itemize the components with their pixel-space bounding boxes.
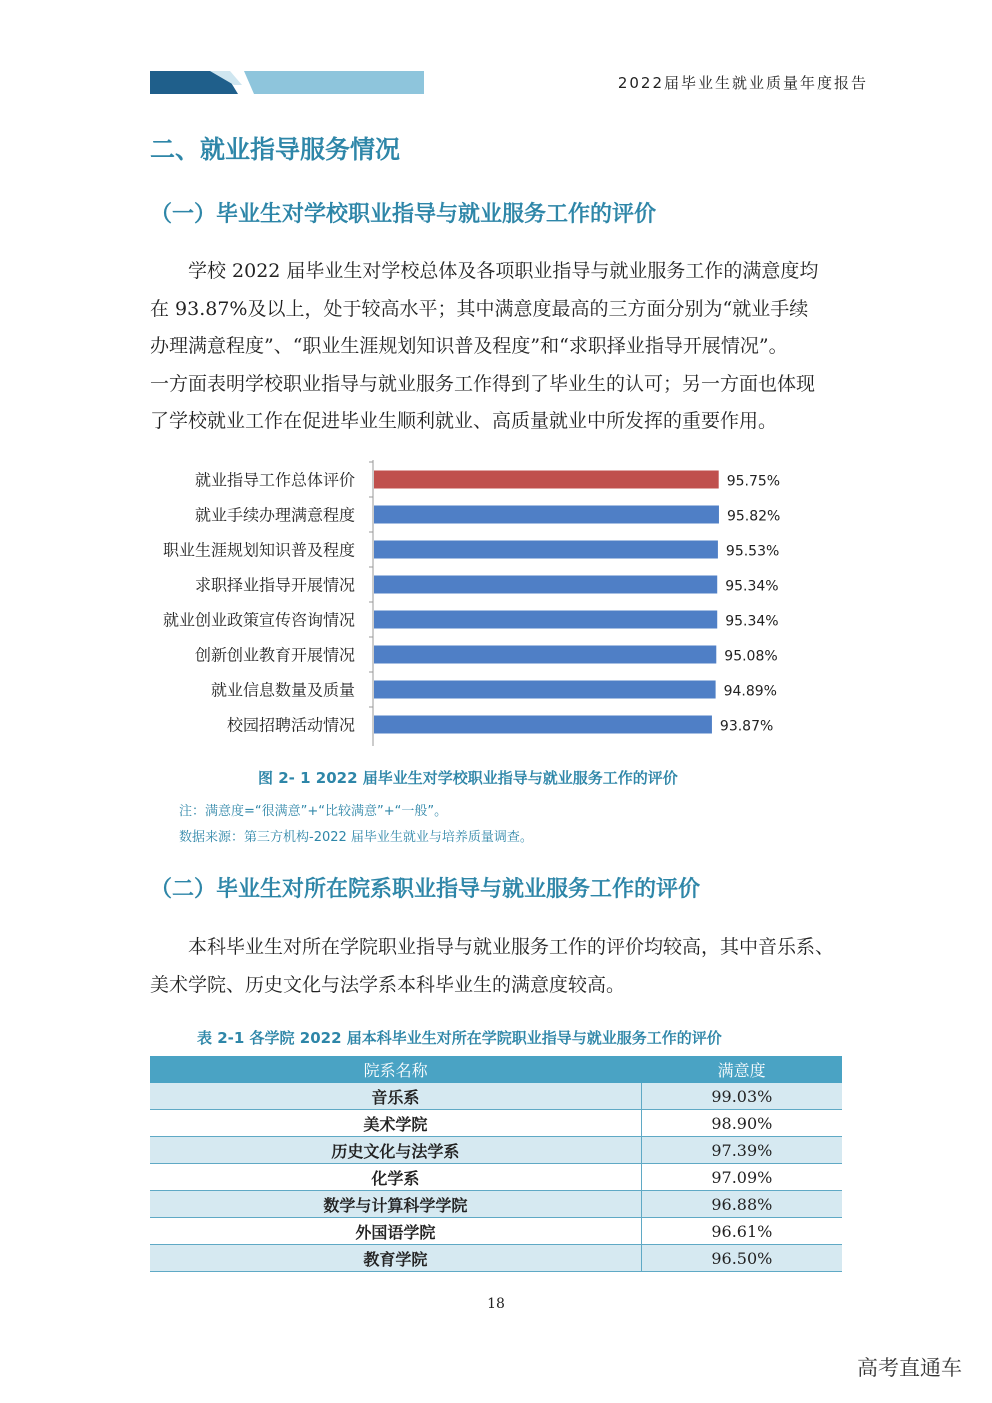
paragraph-line: 一方面表明学校职业指导与就业服务工作得到了毕业生的认可；另一方面也体现 xyxy=(150,372,816,395)
table-row xyxy=(150,1191,842,1218)
college-name-cell: 音乐系 xyxy=(150,1083,641,1110)
college-name-cell: 外国语学院 xyxy=(150,1218,641,1245)
bar xyxy=(374,506,719,524)
value-label: 95.75% xyxy=(726,473,781,490)
category-label: 求职择业指导开展情况 xyxy=(194,575,355,595)
paragraph-line: 美术学院、历史文化与法学系本科毕业生的满意度较高。 xyxy=(150,973,626,996)
college-name-cell: 教育学院 xyxy=(150,1245,641,1272)
college-name-cell: 化学系 xyxy=(150,1164,641,1191)
value-label: 95.53% xyxy=(725,543,780,560)
section-title: 二、就业指导服务情况 xyxy=(150,135,401,164)
category-label: 校园招聘活动情况 xyxy=(226,715,355,735)
bar xyxy=(374,471,719,489)
value-label: 95.34% xyxy=(725,578,779,595)
header-title: 2022届毕业生就业质量年度报告 xyxy=(617,74,868,92)
figure-caption: 图 2- 1 2022 届毕业生对学校职业指导与就业服务工作的评价 xyxy=(258,769,678,787)
figure-note: 注：满意度=“很满意”+“比较满意”+“一般”。 xyxy=(179,804,448,819)
category-label: 创新创业教育开展情况 xyxy=(194,645,355,665)
college-name-cell: 数学与计算科学学院 xyxy=(150,1191,641,1218)
subsection-2-title: （二）毕业生对所在院系职业指导与就业服务工作的评价 xyxy=(150,877,701,902)
table-row xyxy=(150,1137,842,1164)
bar xyxy=(374,576,717,594)
satisfaction-cell: 96.61% xyxy=(641,1218,842,1245)
table-row xyxy=(150,1083,842,1110)
subsection-1-title: （一）毕业生对学校职业指导与就业服务工作的评价 xyxy=(150,202,657,227)
bar-chart xyxy=(150,458,850,748)
value-label: 95.34% xyxy=(725,613,779,630)
table-row xyxy=(150,1245,842,1272)
table-caption: 表 2-1 各学院 2022 届本科毕业生对所在学院职业指导与就业服务工作的评价 xyxy=(197,1029,722,1047)
value-label: 95.82% xyxy=(726,508,781,525)
figure-source: 数据来源：第三方机构-2022 届毕业生就业与培养质量调查。 xyxy=(179,830,533,845)
bar xyxy=(374,716,712,734)
bar xyxy=(374,611,717,629)
paragraph-line: 办理满意程度”、“职业生涯规划知识普及程度”和“求职择业指导开展情况”。 xyxy=(150,335,788,357)
page-number: 18 xyxy=(487,1296,505,1312)
table-header-row xyxy=(150,1056,842,1083)
category-label: 就业手续办理满意程度 xyxy=(194,505,355,525)
satisfaction-cell: 97.39% xyxy=(641,1137,842,1164)
subsection-1-paragraph xyxy=(150,253,850,441)
satisfaction-cell: 96.88% xyxy=(641,1191,842,1218)
category-label: 职业生涯规划知识普及程度 xyxy=(162,540,355,560)
header-banner xyxy=(150,71,424,94)
value-label: 94.89% xyxy=(723,683,777,700)
category-label: 就业信息数量及质量 xyxy=(210,680,355,700)
column-header-college: 院系名称 xyxy=(150,1056,641,1083)
paragraph-line: 了学校就业工作在促进毕业生顺利就业、高质量就业中所发挥的重要作用。 xyxy=(150,410,778,432)
table-row xyxy=(150,1110,842,1137)
satisfaction-cell: 99.03% xyxy=(641,1083,842,1110)
value-label: 93.87% xyxy=(719,718,774,735)
college-name-cell: 历史文化与法学系 xyxy=(150,1137,641,1164)
watermark-text: 高考直通车 xyxy=(857,1356,962,1380)
column-header-satisfaction: 满意度 xyxy=(641,1056,842,1083)
value-label: 95.08% xyxy=(724,648,778,665)
college-satisfaction-table xyxy=(150,1056,842,1272)
bar xyxy=(374,646,716,664)
college-name-cell: 美术学院 xyxy=(150,1110,641,1137)
paragraph-line: 本科毕业生对所在学院职业指导与就业服务工作的评价均较高，其中音乐系、 xyxy=(188,936,835,958)
category-label: 就业指导工作总体评价 xyxy=(194,470,355,490)
paragraph-line: 在 93.87%及以上，处于较高水平；其中满意度最高的三方面分别为“就业手续 xyxy=(150,297,809,320)
bar xyxy=(374,681,716,699)
table-row xyxy=(150,1164,842,1191)
satisfaction-cell: 97.09% xyxy=(641,1164,842,1191)
table-row xyxy=(150,1218,842,1245)
paragraph-line: 学校 2022 届毕业生对学校总体及各项职业指导与就业服务工作的满意度均 xyxy=(188,260,819,282)
subsection-2-paragraph xyxy=(150,929,850,1004)
category-label: 就业创业政策宣传咨询情况 xyxy=(162,610,355,630)
bar xyxy=(374,541,718,559)
satisfaction-cell: 98.90% xyxy=(641,1110,842,1137)
satisfaction-cell: 96.50% xyxy=(641,1245,842,1272)
